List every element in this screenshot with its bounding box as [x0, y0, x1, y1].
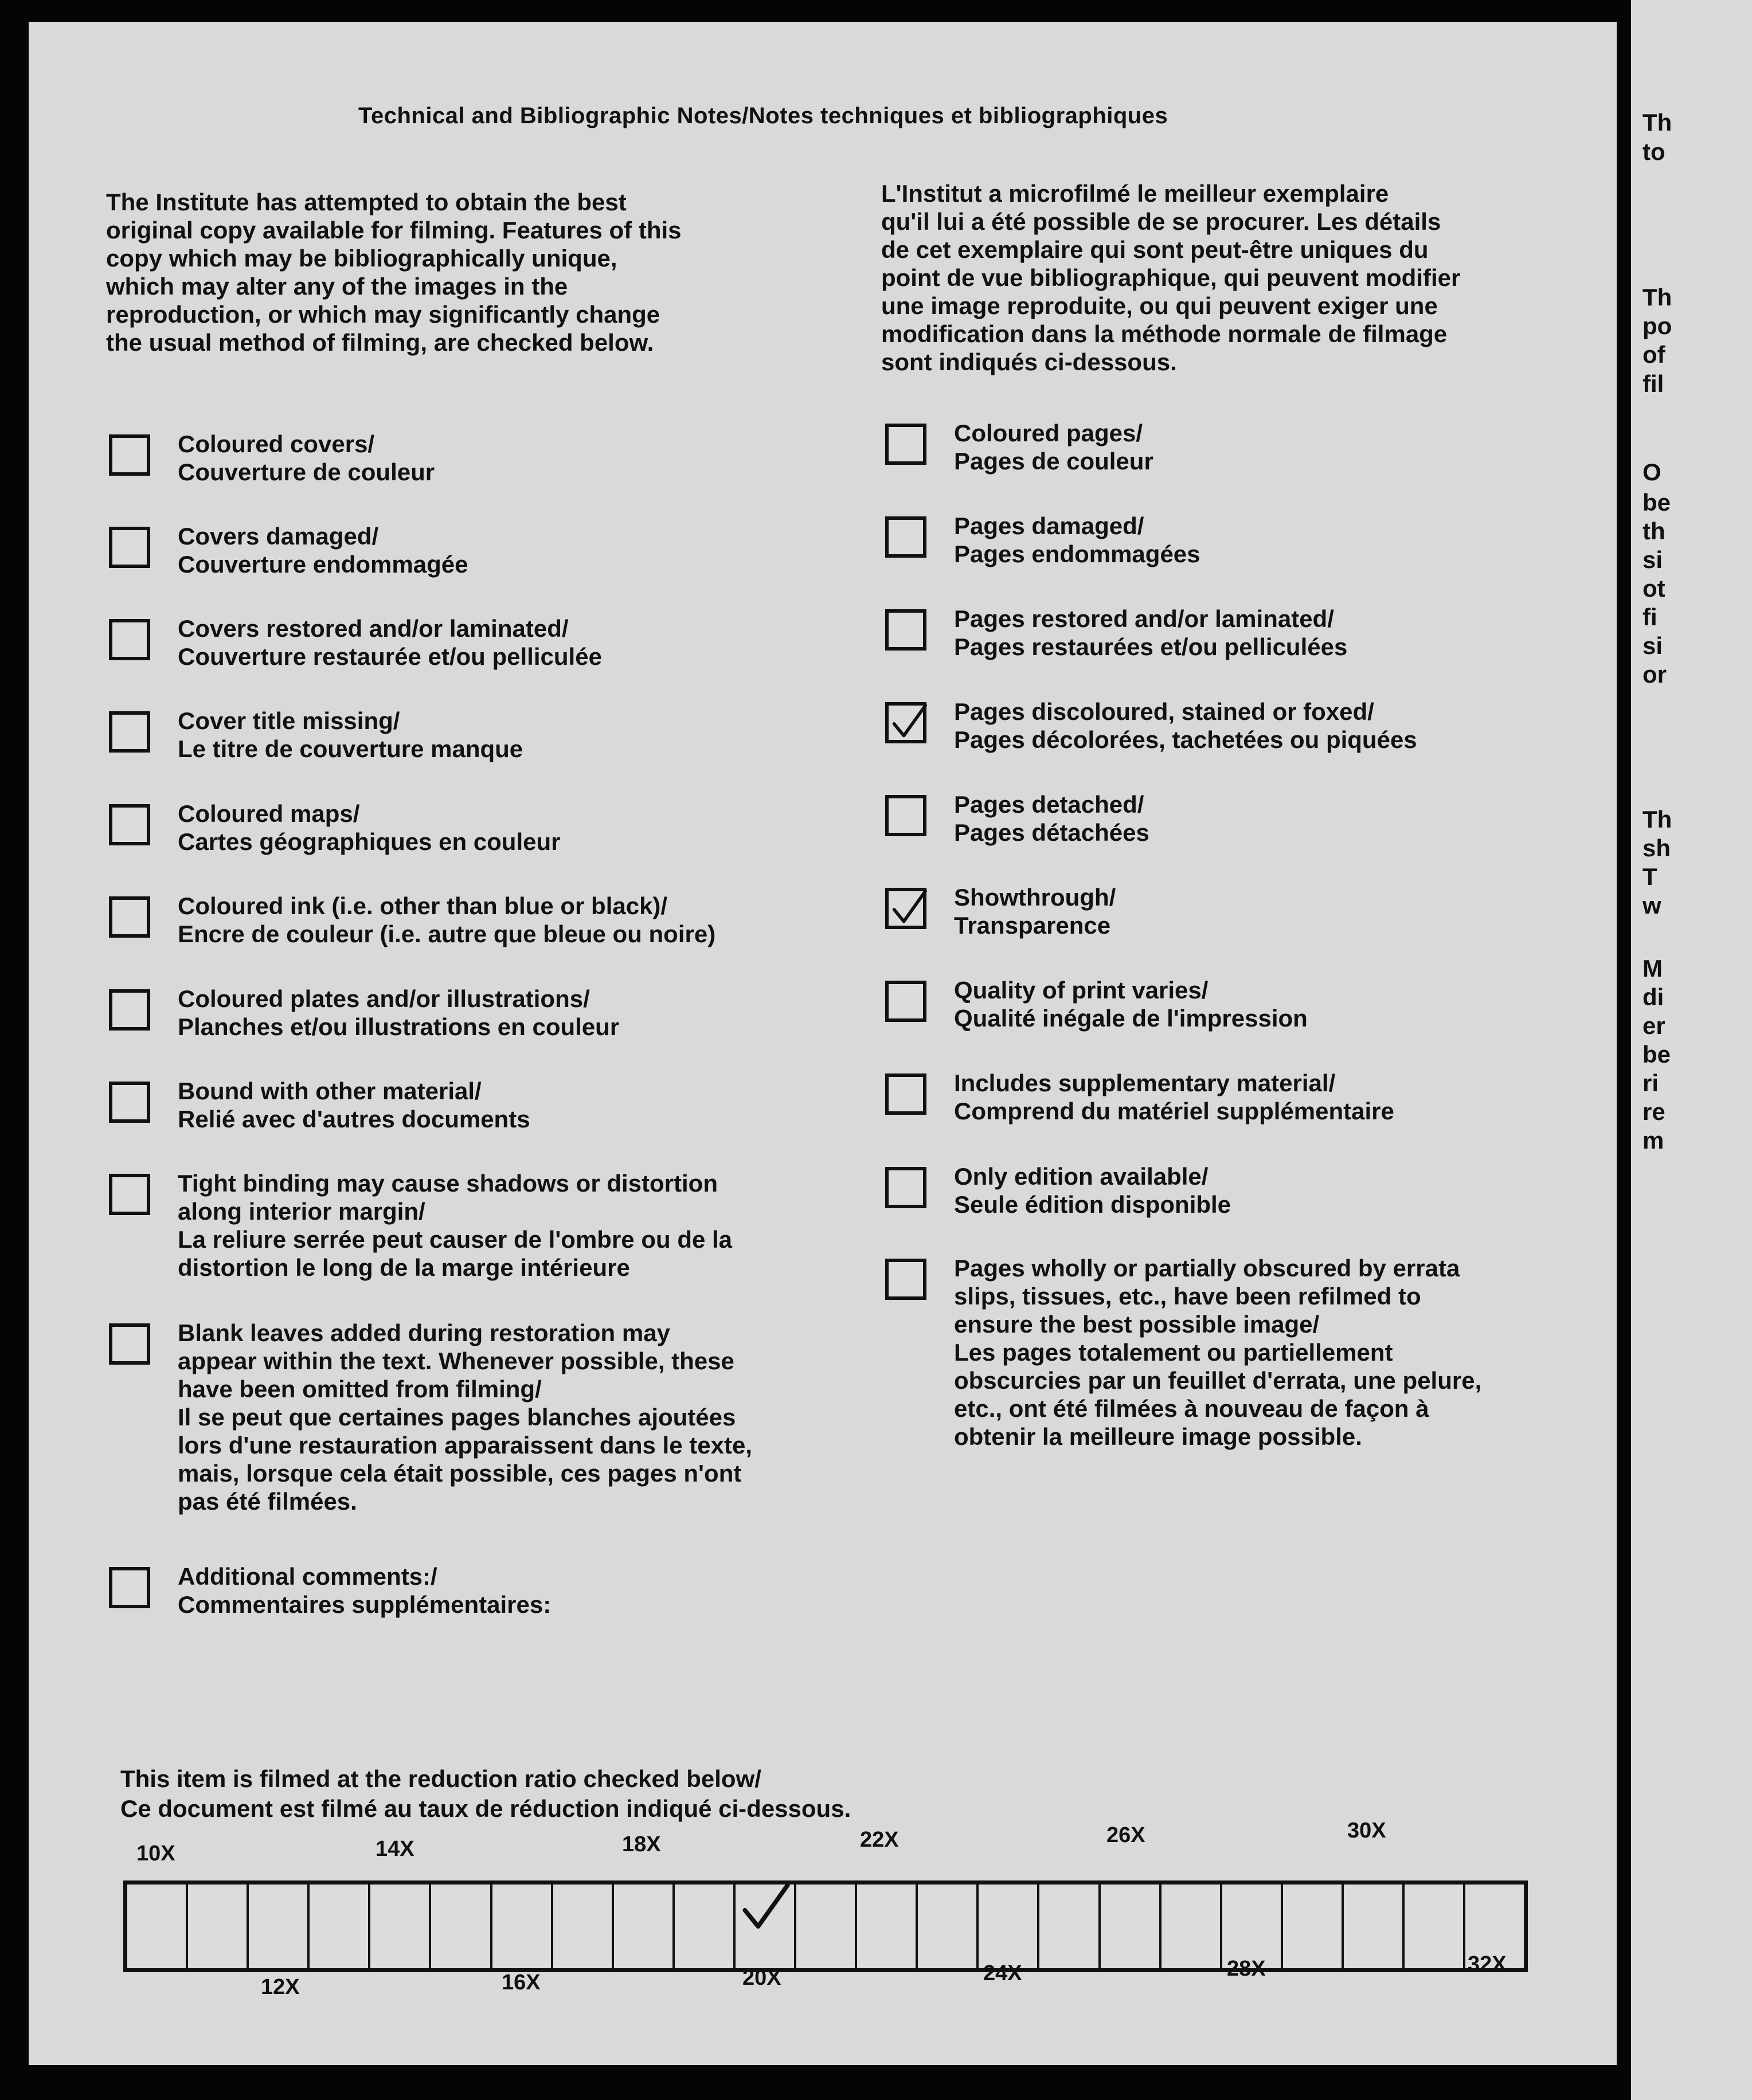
edge-text-fragment: Th — [1642, 284, 1672, 311]
ratio-cell[interactable] — [553, 1884, 614, 1968]
checkbox-label: Covers damaged/ Couverture endommagée — [178, 523, 468, 578]
checkbox-label: Coloured ink (i.e. other than blue or black)/ Encre de couleur (i.e. autre que bleue ou noire) — [178, 892, 716, 947]
edge-text-fragment: w — [1642, 892, 1661, 919]
checkbox-label: Coloured plates and/or illustrations/ Planches et/ou illustrations en couleur — [178, 985, 620, 1040]
edge-text-fragment: ot — [1642, 575, 1665, 602]
checkbox[interactable] — [885, 888, 926, 929]
ratio-label: 16X — [502, 1970, 541, 1995]
ratio-cell[interactable] — [979, 1884, 1039, 1968]
ratio-label: 26X — [1106, 1823, 1145, 1847]
checkbox[interactable] — [885, 609, 926, 651]
ratio-label: 30X — [1347, 1819, 1386, 1843]
edge-text-fragment: si — [1642, 546, 1663, 573]
ratio-label: 12X — [261, 1975, 300, 1999]
ratio-label: 18X — [622, 1832, 661, 1856]
checkbox-label: Pages detached/ Pages détachées — [954, 791, 1149, 846]
reduction-ratio-text: This item is filmed at the reduction ratio checked below/ Ce document est filmé au taux de réduction indiqué ci-dessous. — [120, 1765, 851, 1822]
checkmark-icon — [739, 1882, 791, 1934]
checkbox-label: Coloured maps/ Cartes géographiques en couleur — [178, 800, 561, 855]
checkbox-label: Pages wholly or partially obscured by errata slips, tissues, etc., have been refilmed to ensure the best possible image/ Les pages totalement ou partiellement obscurcies par un feuillet d'errata, une pelure, etc., ont été filmées à nouveau de façon à obtenir la meilleure image possible. — [954, 1255, 1482, 1450]
checkbox-label: Coloured pages/ Pages de couleur — [954, 420, 1153, 475]
checkbox[interactable] — [109, 711, 150, 753]
intro-french: L'Institut a microfilmé le meilleur exemplaire qu'il lui a été possible de se procurer. Les détails de cet exemplaire qui sont peut-être uniques du point de vue bibliographique, qui peuvent modifier une image reproduite, ou qui peuvent exiger une modification dans la méthode normale de filmage sont indiqués ci-dessous. — [881, 180, 1461, 375]
checkbox[interactable] — [885, 981, 926, 1022]
checkbox[interactable] — [885, 516, 926, 558]
notes-page — [29, 22, 1617, 2065]
edge-text-fragment: ri — [1642, 1069, 1659, 1096]
intro-english: The Institute has attempted to obtain the best original copy available for filming. Features of this copy which may be bibliographically unique, which may alter any of the images in the reproduction, or which may significantly change the usual method of filming, are checked below. — [106, 189, 682, 356]
edge-text-fragment: sh — [1642, 834, 1671, 861]
ratio-cell[interactable] — [918, 1884, 979, 1968]
checkbox-label: Bound with other material/ Relié avec d'autres documents — [178, 1078, 530, 1133]
ratio-cell[interactable] — [188, 1884, 249, 1968]
edge-text-fragment: th — [1642, 518, 1665, 544]
edge-text-fragment: or — [1642, 661, 1667, 688]
edge-text-fragment: po — [1642, 312, 1672, 339]
ratio-label: 10X — [136, 1842, 175, 1866]
edge-text-fragment: T — [1642, 863, 1657, 890]
ratio-cell[interactable] — [736, 1884, 796, 1968]
edge-text-fragment: be — [1642, 489, 1671, 516]
checkbox[interactable] — [109, 989, 150, 1031]
edge-text-fragment: fi — [1642, 604, 1657, 630]
checkbox-label: Pages discoloured, stained or foxed/ Pages décolorées, tachetées ou piquées — [954, 698, 1417, 753]
edge-text-fragment: m — [1642, 1127, 1664, 1154]
ratio-label: 20X — [742, 1966, 781, 1990]
ratio-cell[interactable] — [1101, 1884, 1162, 1968]
checkbox-label: Cover title missing/ Le titre de couverture manque — [178, 707, 523, 762]
ratio-cell[interactable] — [1283, 1884, 1344, 1968]
checkbox-label: Only edition available/ Seule édition disponible — [954, 1163, 1231, 1218]
ratio-cell[interactable] — [431, 1884, 492, 1968]
ratio-cell[interactable] — [370, 1884, 431, 1968]
ratio-cell[interactable] — [1162, 1884, 1222, 1968]
checkbox[interactable] — [109, 1082, 150, 1123]
ratio-label: 28X — [1227, 1957, 1266, 1981]
edge-text-fragment: re — [1642, 1098, 1665, 1125]
ratio-cell[interactable] — [1344, 1884, 1405, 1968]
checkbox[interactable] — [109, 1567, 150, 1608]
checkbox[interactable] — [885, 702, 926, 743]
checkbox-label: Additional comments:/ Commentaires supplémentaires: — [178, 1563, 552, 1618]
edge-text-fragment: be — [1642, 1041, 1671, 1068]
reduction-ratio-strip — [123, 1880, 1528, 1972]
ratio-cell[interactable] — [796, 1884, 857, 1968]
edge-text-fragment: M — [1642, 955, 1663, 982]
checkbox-label: Pages damaged/ Pages endommagées — [954, 512, 1200, 567]
checkbox[interactable] — [885, 1259, 926, 1300]
adjacent-page-edge — [1631, 0, 1752, 2100]
edge-text-fragment: O — [1642, 459, 1661, 485]
checkbox[interactable] — [885, 424, 926, 465]
checkbox-label: Showthrough/ Transparence — [954, 884, 1116, 939]
checkmark-icon — [890, 702, 928, 742]
checkbox[interactable] — [885, 1167, 926, 1208]
edge-text-fragment: si — [1642, 632, 1663, 659]
ratio-cell[interactable] — [614, 1884, 675, 1968]
checkbox[interactable] — [109, 804, 150, 845]
checkbox[interactable] — [109, 1174, 150, 1215]
edge-text-fragment: di — [1642, 984, 1664, 1010]
edge-text-fragment: er — [1642, 1012, 1665, 1039]
ratio-cell[interactable] — [675, 1884, 736, 1968]
checkbox[interactable] — [109, 527, 150, 568]
edge-text-fragment: Th — [1642, 109, 1672, 136]
checkbox[interactable] — [885, 1073, 926, 1115]
ratio-cell[interactable] — [857, 1884, 918, 1968]
checkbox[interactable] — [109, 1323, 150, 1365]
ratio-cell[interactable] — [127, 1884, 188, 1968]
ratio-cell[interactable] — [492, 1884, 553, 1968]
checkbox-label: Pages restored and/or laminated/ Pages restaurées et/ou pelliculées — [954, 605, 1348, 660]
checkbox-label: Covers restored and/or laminated/ Couverture restaurée et/ou pelliculée — [178, 615, 602, 670]
checkbox-label: Includes supplementary material/ Comprend du matériel supplémentaire — [954, 1069, 1394, 1125]
page-title: Technical and Bibliographic Notes/Notes techniques et bibliographiques — [358, 103, 1168, 128]
checkbox[interactable] — [109, 619, 150, 660]
checkmark-icon — [890, 888, 928, 928]
ratio-label: 22X — [860, 1828, 899, 1852]
checkbox-label: Tight binding may cause shadows or distortion along interior margin/ La reliure serrée peut causer de l'ombre ou de la distortion le long de la marge intérieure — [178, 1170, 733, 1281]
checkbox[interactable] — [885, 795, 926, 836]
checkbox-label: Blank leaves added during restoration may appear within the text. Whenever possible, these have been omitted from filming/ Il se peut que certaines pages blanches ajoutées lors d'une restauration apparaissent dans le texte, mais, lorsque cela était possible, ces pages n'ont pas été filmées. — [178, 1319, 752, 1515]
ratio-label: 24X — [983, 1961, 1022, 1985]
ratio-label: 32X — [1468, 1952, 1507, 1976]
ratio-cell[interactable] — [1039, 1884, 1100, 1968]
ratio-label: 14X — [376, 1837, 414, 1861]
checkbox-label: Coloured covers/ Couverture de couleur — [178, 430, 435, 485]
ratio-cell[interactable] — [310, 1884, 370, 1968]
checkbox[interactable] — [109, 434, 150, 476]
edge-text-fragment: fil — [1642, 370, 1664, 397]
checkbox[interactable] — [109, 896, 150, 938]
checkbox-label: Quality of print varies/ Qualité inégale de l'impression — [954, 977, 1308, 1032]
ratio-cell[interactable] — [249, 1884, 310, 1968]
edge-text-fragment: to — [1642, 138, 1665, 165]
ratio-cell[interactable] — [1405, 1884, 1465, 1968]
edge-text-fragment: Th — [1642, 806, 1672, 833]
edge-text-fragment: of — [1642, 341, 1665, 368]
ratio-cell[interactable] — [1222, 1884, 1283, 1968]
